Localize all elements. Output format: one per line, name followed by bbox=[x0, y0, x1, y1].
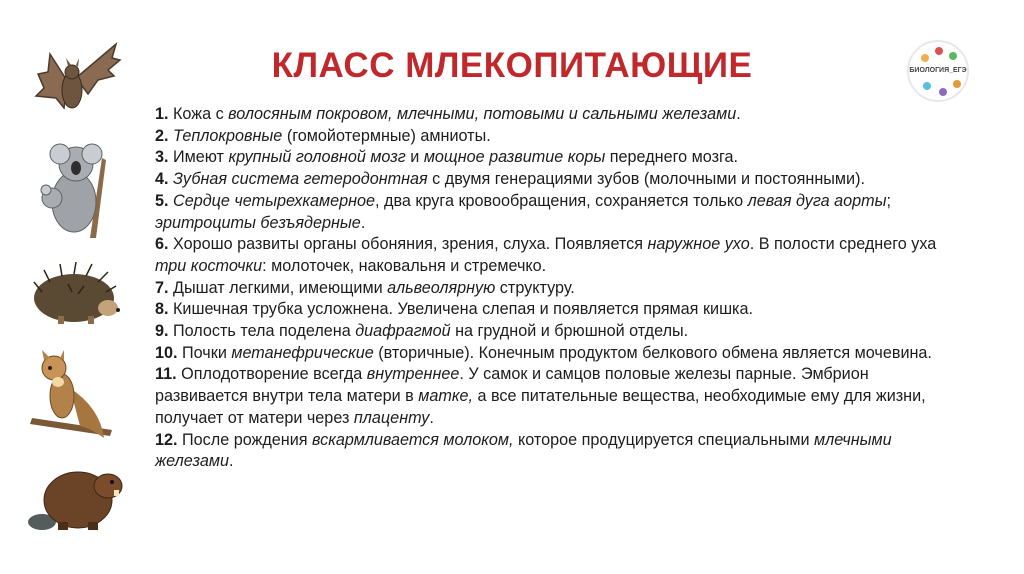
item-text: , два круга кровообращения, сохраняется только bbox=[375, 191, 748, 210]
list-item bbox=[155, 126, 945, 148]
item-number: 4. bbox=[155, 170, 173, 189]
italic-term: Сердце четырехкамерное bbox=[173, 191, 376, 210]
item-number: 11. bbox=[155, 365, 182, 384]
italic-term: альвеолярную bbox=[387, 278, 496, 297]
italic-term: Теплокровные bbox=[173, 126, 283, 145]
item-text: . bbox=[229, 452, 234, 471]
italic-term: волосяным покровом, млечными, потовыми и сальными железами bbox=[228, 105, 737, 123]
italic-term: мощное развитие коры bbox=[423, 148, 606, 167]
italic-term: вскармливается молоком, bbox=[312, 430, 514, 449]
item-text: Хорошо развиты органы обоняния, зрения, слуха. Появляется bbox=[173, 235, 648, 254]
italic-term: наружное ухо bbox=[647, 235, 750, 254]
mammal-traits-list bbox=[155, 104, 945, 473]
italic-term: эритроциты безъядерные bbox=[155, 213, 361, 232]
item-number: 5. bbox=[155, 191, 173, 210]
item-text: Имеют bbox=[173, 148, 229, 167]
item-number: 9. bbox=[155, 322, 173, 341]
item-number: 3. bbox=[155, 148, 173, 167]
item-number: 1. bbox=[155, 105, 173, 123]
hedgehog-icon bbox=[28, 262, 120, 326]
item-number: 8. bbox=[155, 300, 173, 319]
list-item bbox=[155, 191, 945, 234]
italic-term: Зубная система гетеродонтная bbox=[173, 170, 428, 189]
logo-text: БИОЛОГИЯ_ЕГЭ bbox=[909, 67, 967, 74]
item-text: Полость тела поделена bbox=[173, 322, 356, 341]
italic-term: матке, bbox=[418, 387, 473, 406]
item-text: с двумя генерациями зубов (молочными и постоянными). bbox=[427, 170, 865, 189]
item-text: Дышат легкими, имеющими bbox=[173, 278, 388, 297]
beaver-icon bbox=[28, 458, 128, 534]
item-text: : молоточек, наковальня и стремечко. bbox=[262, 256, 547, 275]
koala-icon bbox=[32, 138, 110, 238]
list-item bbox=[155, 299, 945, 321]
list-item bbox=[155, 321, 945, 343]
item-text: Кишечная трубка усложнена. Увеличена слепая и появляется прямая кишка. bbox=[173, 300, 753, 319]
item-text: на грудной и брюшной отделы. bbox=[450, 322, 689, 341]
item-text: Почки bbox=[182, 343, 232, 362]
item-number: 10. bbox=[155, 343, 183, 362]
list-item bbox=[155, 234, 945, 277]
item-text: ; bbox=[886, 191, 892, 210]
item-text: . bbox=[736, 105, 741, 123]
list-item bbox=[155, 430, 945, 473]
item-text: . bbox=[429, 408, 434, 427]
item-number: 6. bbox=[155, 235, 173, 254]
italic-term: крупный головной мозг bbox=[228, 148, 406, 167]
item-number: 2. bbox=[155, 126, 173, 145]
item-text: структуру. bbox=[495, 278, 575, 297]
biology-logo bbox=[907, 40, 969, 102]
item-text: (вторичные). Конечным продуктом белкового обмена является мочевина. bbox=[373, 343, 932, 362]
item-text: (гомойотермные) амниоты. bbox=[282, 126, 491, 145]
item-text: Кожа с bbox=[173, 105, 229, 123]
item-number: 12. bbox=[155, 430, 183, 449]
item-text: переднего мозга. bbox=[605, 148, 739, 167]
item-text: которое продуцируется специальными bbox=[513, 430, 815, 449]
bat-icon bbox=[28, 38, 124, 126]
item-text: После рождения bbox=[182, 430, 313, 449]
marten-icon bbox=[30, 348, 114, 444]
list-item bbox=[155, 364, 945, 429]
list-item bbox=[155, 343, 945, 365]
list-item bbox=[155, 104, 945, 126]
item-text: . В полости среднего уха bbox=[749, 235, 937, 254]
slide-title: КЛАСС МЛЕКОПИТАЮЩИЕ bbox=[271, 46, 753, 85]
list-item bbox=[155, 278, 945, 300]
italic-term: млечными железами bbox=[155, 430, 892, 471]
list-item bbox=[155, 169, 945, 191]
item-text: . У самок и самцов половые железы парные. Эмбрион развивается внутри тела матери в bbox=[155, 365, 869, 406]
item-text: а все питательные вещества, необходимые ему для жизни, получает от матери через bbox=[155, 387, 926, 427]
list-item bbox=[155, 147, 945, 169]
italic-term: диафрагмой bbox=[355, 322, 451, 341]
item-text: и bbox=[405, 148, 424, 167]
italic-term: плаценту bbox=[353, 408, 430, 427]
italic-term: внутреннее bbox=[366, 365, 460, 384]
italic-term: метанефрические bbox=[231, 343, 374, 362]
italic-term: левая дуга аорты bbox=[747, 191, 887, 210]
item-text: Оплодотворение всегда bbox=[181, 365, 367, 384]
item-number: 7. bbox=[155, 278, 173, 297]
italic-term: три косточки bbox=[155, 256, 263, 275]
item-text: . bbox=[360, 213, 366, 232]
